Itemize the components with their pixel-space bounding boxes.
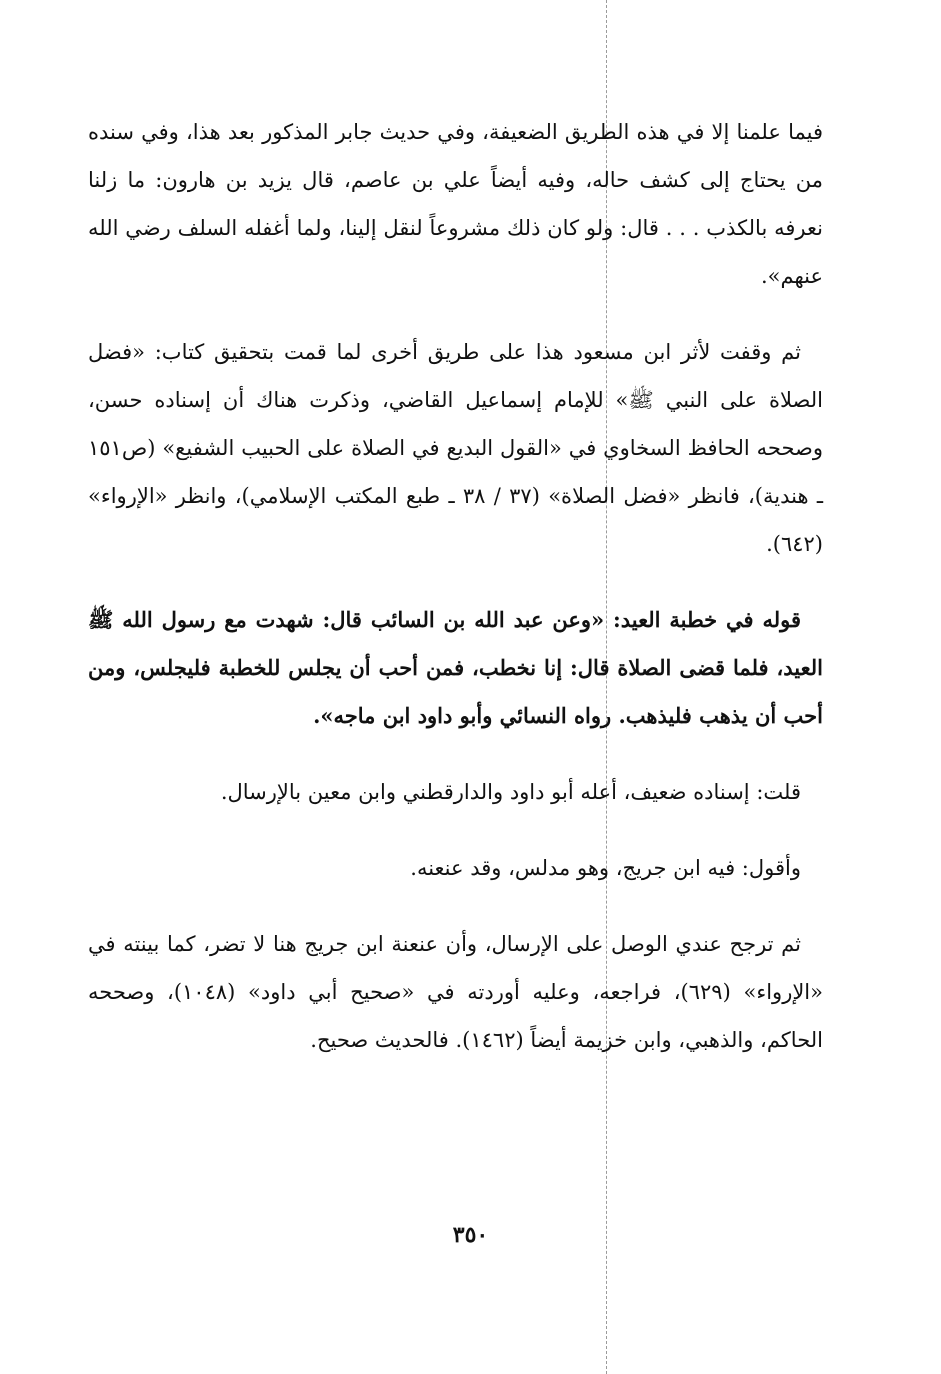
page-body xyxy=(88,108,823,1092)
paragraph-continuation: فيما علمنا إلا في هذه الطريق الضعيفة، وفي حديث جابر المذكور بعد هذا، وفي سنده من يحتاج إلى كشف حاله، وفيه أيضاً علي بن عاصم، قال يزيد بن هارون: ما زلنا نعرفه بالكذب . . . قال: ولو كان ذلك مشروعاً لنقل إلينا، ولما أغفله السلف رضي الله عنهم». xyxy=(88,120,823,288)
paragraph-isnad-weak: قلت: إسناده ضعيف، أعله أبو داود والدارقطني وابن معين بالإرسال. xyxy=(220,780,801,804)
paragraph-ibn-masud-note: ثم وقفت لأثر ابن مسعود هذا على طريق أخرى لما قمت بتحقيق كتاب: «فضل الصلاة على النبي ﷺ» للإمام إسماعيل القاضي، وذكرت هناك أن إسناده حسن، وصححه الحافظ السخاوي في «القول البديع في الصلاة على الحبيب الشفيع» (ص١٥١ ـ هندية)، فانظر «فضل الصلاة» (٣٧ / ٣٨ ـ طبع المكتب الإسلامي)، وانظر «الإرواء» (٦٤٢). xyxy=(88,340,823,556)
paragraph-ibn-jurayj: وأقول: فيه ابن جريج، وهو مدلس، وقد عنعنه. xyxy=(410,856,801,880)
page-number: ٣٥٠ xyxy=(452,1222,489,1248)
paragraph-eid-sermon-hadith: قوله في خطبة العيد: «وعن عبد الله بن السائب قال: شهدت مع رسول الله ﷺ العيد، فلما قضى الصلاة قال: إنا نخطب، فمن أحب أن يجلس للخطبة فليجلس، ومن أحب أن يذهب فليذهب. رواه النسائي وأبو داود ابن ماجه». xyxy=(88,607,823,728)
paragraph-conclusion: ثم ترجح عندي الوصل على الإرسال، وأن عنعنة ابن جريج هنا لا تضر، كما بينته في «الإرواء» (٦٢٩)، فراجعه، وعليه أوردته في «صحيح أبي داود» (١٠٤٨)، وصححه الحاكم، والذهبي، وابن خزيمة أيضاً (١٤٦٢). فالحديث صحيح. xyxy=(88,932,823,1052)
